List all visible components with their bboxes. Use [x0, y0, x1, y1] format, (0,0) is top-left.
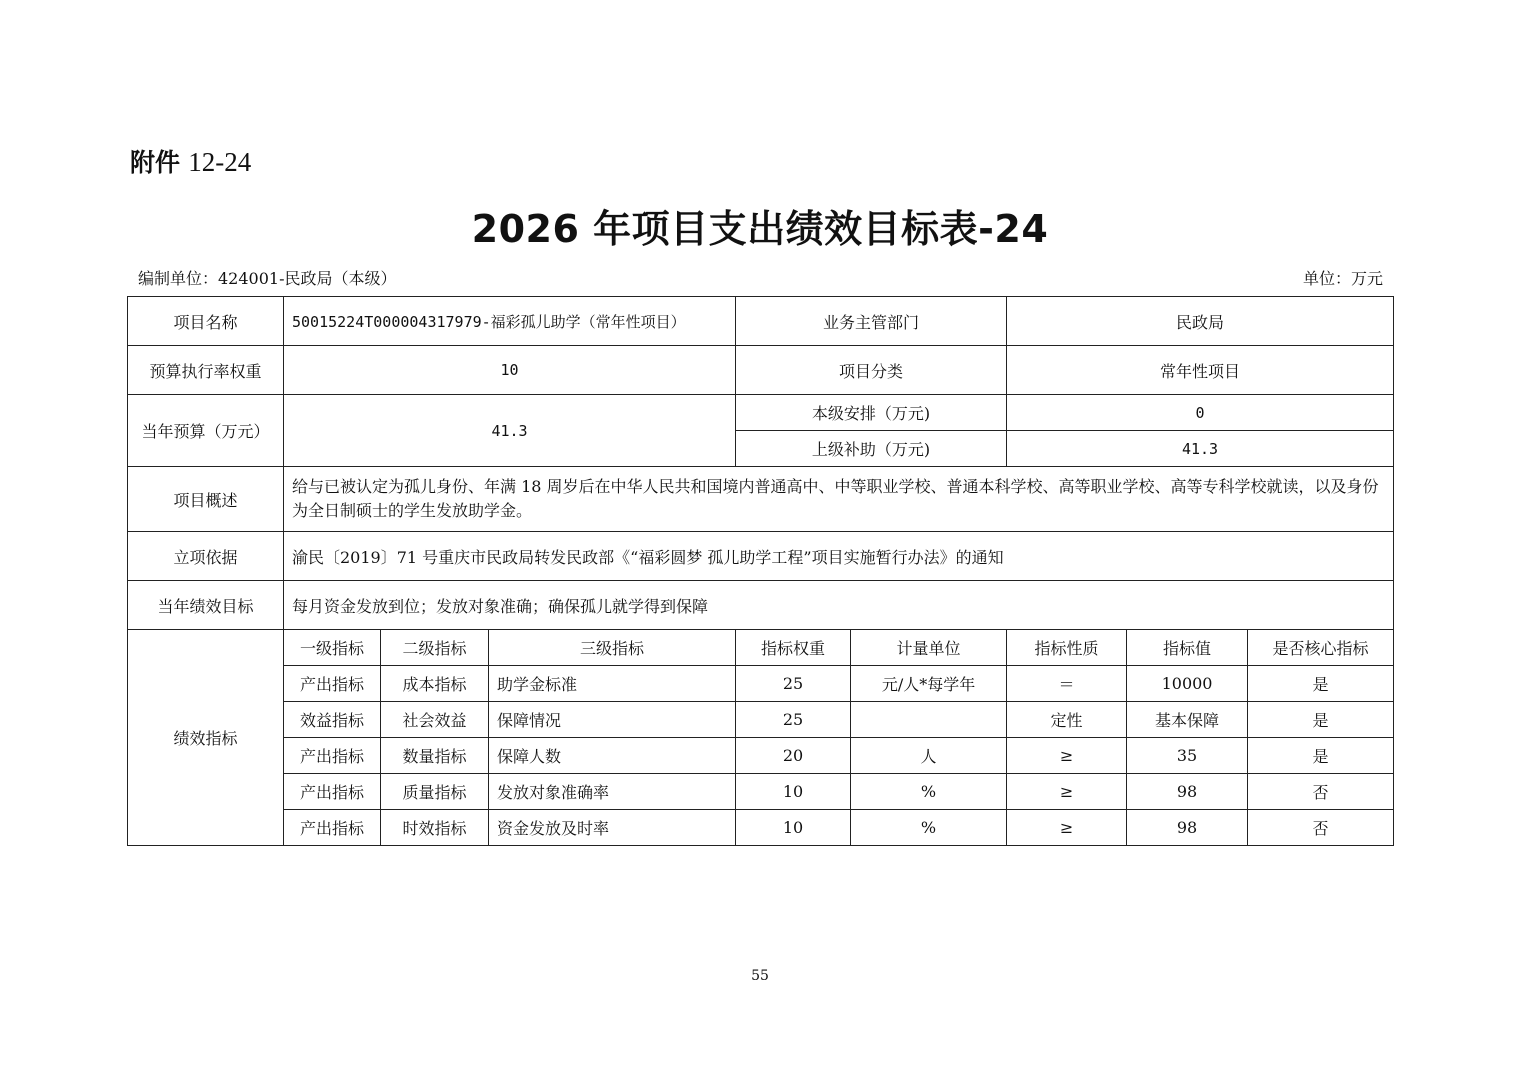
level3-cell: 保障情况 — [489, 702, 736, 738]
core-indicator-cell: 否 — [1248, 774, 1394, 810]
core-indicator-cell: 是 — [1248, 738, 1394, 774]
weight-cell: 25 — [736, 702, 851, 738]
level1-cell: 产出指标 — [284, 774, 381, 810]
indicators-section-label: 绩效指标 — [128, 630, 284, 846]
nature-cell: ≥ — [1007, 774, 1127, 810]
goal-label: 当年绩效目标 — [128, 581, 284, 630]
attachment-label — [130, 144, 251, 181]
overview-value: 给与已被认定为孤儿身份、年满 18 周岁后在中华人民共和国境内普通高中、中等职业学校、普通本科学校、高等职业学校、高等专科学校就读，以及身份为全日制硕士的学生发放助学金。 — [284, 467, 1394, 532]
level2-cell: 成本指标 — [381, 666, 489, 702]
level3-cell: 发放对象准确率 — [489, 774, 736, 810]
upper-label: 上级补助（万元) — [736, 431, 1007, 467]
overview-label: 项目概述 — [128, 467, 284, 532]
indicator-row — [128, 738, 1394, 774]
compiling-unit: 编制单位：424001-民政局（本级） — [138, 269, 397, 288]
level3-cell: 资金发放及时率 — [489, 810, 736, 846]
goal-value: 每月资金发放到位；发放对象准确；确保孤儿就学得到保障 — [284, 581, 1394, 630]
indicator-row — [128, 774, 1394, 810]
column-header: 是否核心指标 — [1248, 630, 1394, 666]
column-header: 一级指标 — [284, 630, 381, 666]
currency-unit: 单位：万元 — [1302, 269, 1383, 288]
core-indicator-cell: 否 — [1248, 810, 1394, 846]
page-number: 55 — [751, 968, 769, 984]
dept-value: 民政局 — [1007, 297, 1394, 346]
category-value: 常年性项目 — [1007, 346, 1394, 395]
goal-row — [128, 581, 1394, 630]
level2-cell: 时效指标 — [381, 810, 489, 846]
level2-cell: 社会效益 — [381, 702, 489, 738]
unit-cell — [851, 702, 1007, 738]
weight-cell: 10 — [736, 810, 851, 846]
nature-cell: 定性 — [1007, 702, 1127, 738]
unit-cell: 元/人*每学年 — [851, 666, 1007, 702]
column-header: 指标值 — [1127, 630, 1248, 666]
project-name-label: 项目名称 — [128, 297, 284, 346]
level1-cell: 产出指标 — [284, 666, 381, 702]
column-header: 三级指标 — [489, 630, 736, 666]
indicator-header-row — [128, 630, 1394, 666]
column-header: 二级指标 — [381, 630, 489, 666]
weight-label: 预算执行率权重 — [128, 346, 284, 395]
core-indicator-cell: 是 — [1248, 666, 1394, 702]
nature-cell: ≥ — [1007, 738, 1127, 774]
budget-value: 41.3 — [284, 395, 736, 467]
column-header: 指标性质 — [1007, 630, 1127, 666]
level2-cell: 数量指标 — [381, 738, 489, 774]
page-title: 2026 年项目支出绩效目标表-24 — [471, 207, 1049, 251]
project-name-row — [128, 297, 1394, 346]
attachment-number: 12-24 — [188, 147, 252, 177]
column-header: 计量单位 — [851, 630, 1007, 666]
core-indicator-cell: 是 — [1248, 702, 1394, 738]
target-value-cell: 35 — [1127, 738, 1248, 774]
unit-cell: 人 — [851, 738, 1007, 774]
local-value: 0 — [1007, 395, 1394, 431]
column-header: 指标权重 — [736, 630, 851, 666]
level3-cell: 保障人数 — [489, 738, 736, 774]
budget-row-1 — [128, 395, 1394, 431]
target-value-cell: 基本保障 — [1127, 702, 1248, 738]
nature-cell: ＝ — [1007, 666, 1127, 702]
budget-label: 当年预算（万元） — [128, 395, 284, 467]
basis-value: 渝民〔2019〕71 号重庆市民政局转发民政部《“福彩圆梦 孤儿助学工程”项目实施暂行办法》的通知 — [284, 532, 1394, 581]
weight-cell: 10 — [736, 774, 851, 810]
header-line — [138, 266, 1383, 292]
weight-cell: 25 — [736, 666, 851, 702]
category-label: 项目分类 — [736, 346, 1007, 395]
level3-cell: 助学金标准 — [489, 666, 736, 702]
level1-cell: 产出指标 — [284, 738, 381, 774]
nature-cell: ≥ — [1007, 810, 1127, 846]
weight-cell: 20 — [736, 738, 851, 774]
weight-row — [128, 346, 1394, 395]
local-label: 本级安排（万元) — [736, 395, 1007, 431]
basis-row — [128, 532, 1394, 581]
indicator-row — [128, 702, 1394, 738]
basis-label: 立项依据 — [128, 532, 284, 581]
project-name-value: 50015224T000004317979-福彩孤儿助学（常年性项目） — [284, 297, 736, 346]
dept-label: 业务主管部门 — [736, 297, 1007, 346]
level1-cell: 效益指标 — [284, 702, 381, 738]
overview-row — [128, 467, 1394, 532]
target-value-cell: 98 — [1127, 774, 1248, 810]
unit-cell: % — [851, 810, 1007, 846]
upper-value: 41.3 — [1007, 431, 1394, 467]
target-value-cell: 98 — [1127, 810, 1248, 846]
unit-cell: % — [851, 774, 1007, 810]
weight-value: 10 — [284, 346, 736, 395]
performance-table — [127, 296, 1394, 846]
indicator-row — [128, 810, 1394, 846]
level1-cell: 产出指标 — [284, 810, 381, 846]
indicator-row — [128, 666, 1394, 702]
attachment-label-cn: 附件 — [130, 148, 181, 177]
target-value-cell: 10000 — [1127, 666, 1248, 702]
level2-cell: 质量指标 — [381, 774, 489, 810]
